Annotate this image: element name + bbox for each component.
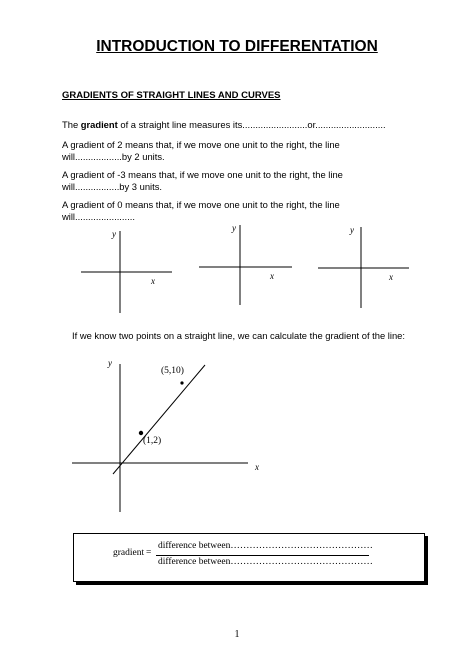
formula-equals: = bbox=[146, 548, 152, 558]
axes-1 bbox=[81, 231, 172, 313]
point-upper-marker bbox=[180, 381, 183, 384]
axes-2-x-label: x bbox=[270, 271, 274, 281]
intro-suffix: of a straight line measures its.........................or........................... bbox=[120, 119, 386, 130]
axes-3-x-label: x bbox=[389, 272, 393, 282]
axes-1-y-label: y bbox=[112, 229, 116, 239]
point-lower-label: (1,2) bbox=[143, 436, 162, 446]
axes-3 bbox=[318, 227, 409, 308]
formula-label: gradient bbox=[113, 548, 145, 558]
gradient-2-paragraph: A gradient of 2 means that, if we move one unit to the right, the line will..................by 2 units. bbox=[62, 139, 340, 162]
two-points-paragraph: If we know two points on a straight line, we can calculate the gradient of the line: bbox=[72, 330, 406, 341]
formula-numerator: difference between……………………………………… bbox=[158, 541, 373, 551]
intro-prefix: The bbox=[62, 119, 79, 130]
page-title: INTRODUCTION TO DIFFERENTATION bbox=[96, 38, 378, 55]
axes-2-y-label: y bbox=[232, 223, 236, 233]
page-number: 1 bbox=[234, 629, 240, 640]
axes-3-y-label: y bbox=[350, 225, 354, 235]
line-graph-x-label: x bbox=[255, 462, 259, 472]
straight-line bbox=[113, 365, 205, 474]
point-lower-marker bbox=[139, 431, 143, 435]
gradient-0-paragraph: A gradient of 0 means that, if we move one unit to the right, the line will....................... bbox=[62, 199, 340, 222]
fraction-bar bbox=[156, 555, 369, 556]
formula-denominator: difference between……………………………………… bbox=[158, 557, 373, 567]
gradient-neg3-paragraph: A gradient of -3 means that, if we move one unit to the right, the line will.................by 3 units. bbox=[62, 169, 343, 192]
axes-2 bbox=[199, 225, 292, 305]
axes-1-x-label: x bbox=[151, 276, 155, 286]
point-upper-label: (5,10) bbox=[161, 366, 184, 376]
section-heading: GRADIENTS OF STRAIGHT LINES AND CURVES bbox=[62, 90, 281, 101]
line-graph-y-label: y bbox=[108, 358, 112, 368]
intro-bold-term: gradient bbox=[80, 119, 118, 130]
